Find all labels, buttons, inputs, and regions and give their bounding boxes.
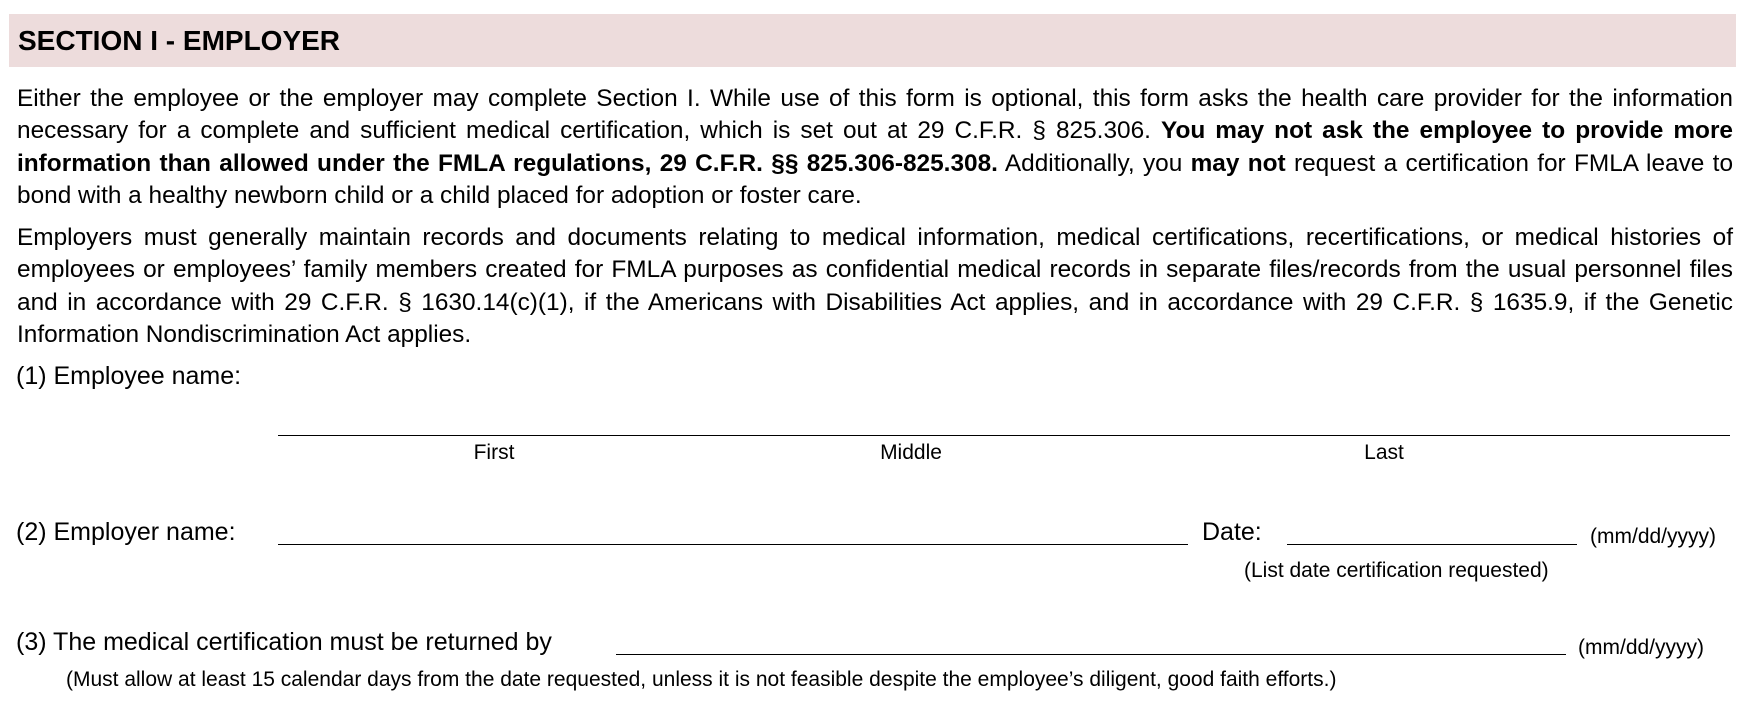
employer-name-field[interactable] — [278, 513, 1192, 545]
first-name-caption: First — [473, 441, 515, 464]
date-field[interactable] — [1287, 513, 1581, 545]
confidentiality-paragraph: Employers must generally maintain records and documents relating to medical information, medical certifications, recertifications, or medical histories of employees or employees’ family members created for FMLA purposes as confidential medical records in separate files/records from the usual personnel files and in accordance with 29 C.F.R. § 1630.14(c)(1), if the Americans with Disabilities Act applies, and in accordance with 29 C.F.R. § 1635.9, if the Genetic Information Nondiscrimination Act applies. — [17, 224, 1733, 348]
instructions-text-3: request a certification for FMLA leave to bond with a healthy newborn child or a child placed for adoption or foster care. — [17, 149, 1734, 209]
instructions-text-2: Additionally, you — [997, 149, 1191, 177]
instructions-bold-1: You may not ask the employee to provide more information than allowed under the FMLA regulations, 29 C.F.R. §§ 825.306-825.308. — [17, 117, 1733, 177]
date-note: (List date certification requested) — [1244, 559, 1549, 582]
last-name-caption: Last — [1364, 441, 1404, 464]
employer-name-label: (2) Employer name: — [16, 518, 236, 546]
employee-name-label: (1) Employee name: — [16, 362, 242, 390]
instructions-paragraph — [17, 83, 1733, 212]
middle-name-caption: Middle — [880, 441, 942, 464]
date-format-hint: (mm/dd/yyyy) — [1590, 525, 1716, 548]
return-by-note: (Must allow at least 15 calendar days from the date requested, unless it is not feasible despite the employee’s diligent, good faith efforts.) — [66, 668, 1337, 691]
instructions-text-1: Either the employee or the employer may complete Section I. While use of this form is optional, this form asks the health care provider for the information necessary for a complete and sufficient medical certification, which is set out at 29 C.F.R. § 825.306. — [17, 85, 1733, 145]
instructions-bold-2: may not — [1190, 149, 1286, 177]
return-by-label: (3) The medical certification must be returned by — [16, 628, 552, 656]
return-by-field[interactable] — [616, 623, 1570, 655]
date-label: Date: — [1202, 518, 1262, 546]
return-by-format-hint: (mm/dd/yyyy) — [1578, 636, 1704, 659]
section-header — [9, 14, 1736, 67]
employee-name-field[interactable] — [278, 404, 1734, 436]
section-title: SECTION I - EMPLOYER — [18, 25, 341, 56]
